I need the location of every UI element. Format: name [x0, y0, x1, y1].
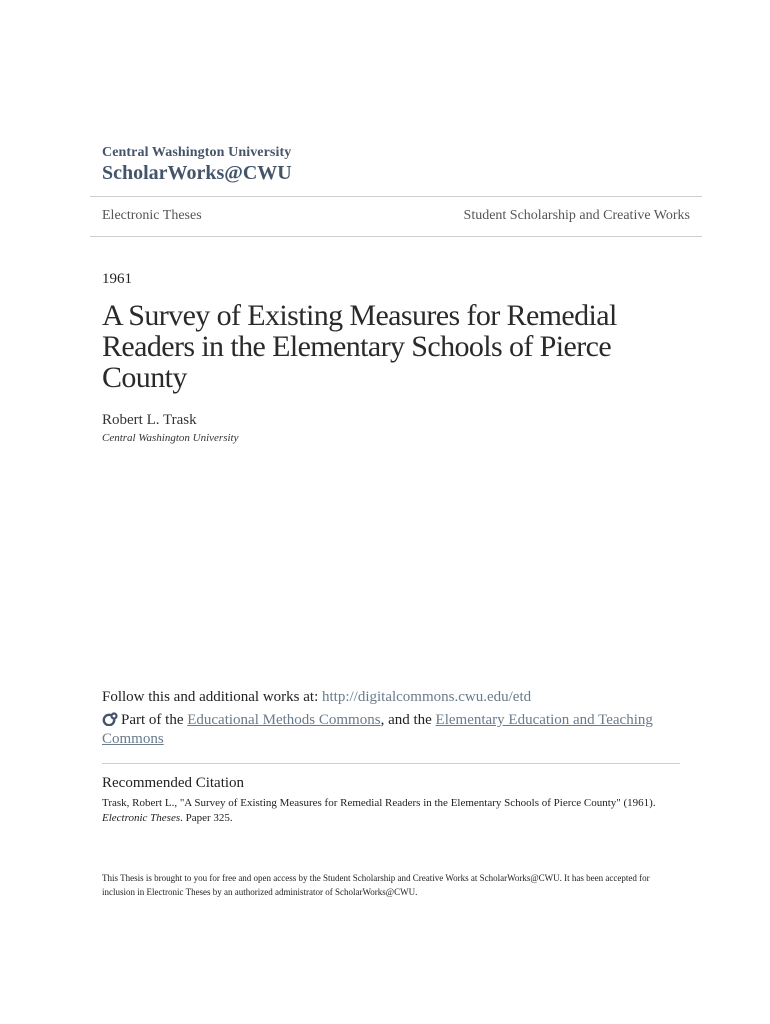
- citation-series: Electronic Theses: [102, 812, 181, 824]
- institution-name[interactable]: Central Washington University: [102, 145, 292, 160]
- citation-suffix: . Paper 325.: [180, 812, 233, 824]
- document-title: A Survey of Existing Measures for Remedial Readers in the Elementary Schools of Pierce County: [102, 299, 617, 394]
- open-access-icon: [102, 711, 119, 726]
- part-of-line: [102, 711, 662, 749]
- partof-prefix: Part of the: [121, 712, 188, 728]
- partof-joiner: , and the: [380, 712, 436, 728]
- follow-line: [102, 689, 531, 706]
- follow-url-link[interactable]: http://digitalcommons.cwu.edu/etd: [321, 689, 532, 705]
- collection-link[interactable]: Student Scholarship and Creative Works: [463, 208, 690, 223]
- elementary-education-commons-link[interactable]: Elementary Education and Teaching Commons: [102, 712, 653, 747]
- series-link[interactable]: Electronic Theses: [102, 208, 202, 223]
- footer-notice: This Thesis is brought to you for free and open access by the Student Scholarship and Creative Works at ScholarWorks@CWU. It has been accepted for inclusion in Electronic Theses by an authorized administrator of ScholarWorks@CWU.: [102, 873, 650, 897]
- divider-citation: [102, 763, 680, 764]
- citation-text: [102, 796, 682, 826]
- author-name: Robert L. Trask: [102, 412, 197, 428]
- publication-year: 1961: [102, 271, 132, 287]
- follow-prefix: Follow this and additional works at:: [102, 689, 322, 705]
- educational-methods-commons-link[interactable]: Educational Methods Commons: [187, 712, 381, 728]
- repository-name[interactable]: ScholarWorks@CWU: [102, 162, 292, 184]
- citation-heading: Recommended Citation: [102, 775, 245, 791]
- citation-prefix: Trask, Robert L., "A Survey of Existing Measures for Remedial Readers in the Elementary Schools of Pierce County" (1961).: [102, 797, 656, 809]
- author-affiliation: Central Washington University: [102, 432, 239, 444]
- divider-top: [90, 196, 702, 197]
- divider-header-bottom: [90, 236, 702, 237]
